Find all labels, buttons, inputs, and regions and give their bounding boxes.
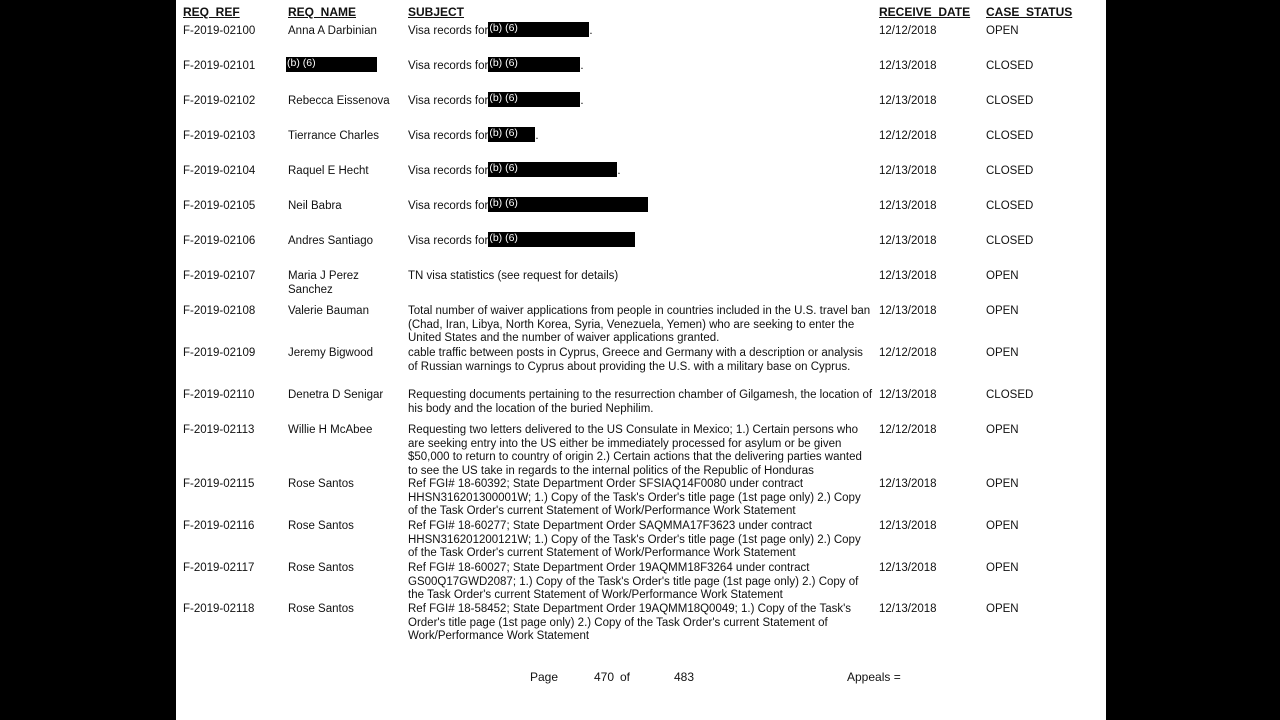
- req-ref: F-2019-02107: [183, 270, 256, 282]
- header-req-ref: REQ_REF: [183, 5, 240, 19]
- header-receive-date: RECEIVE_DATE: [879, 5, 971, 19]
- subject: Total number of waiver applications from people in countries included in the U.S. travel ban (Chad, Iran, Libya, North Korea, Syria, Venezuela, Yemen) who are seeking to enter the United States and the number of waiver applications granted.: [408, 305, 871, 344]
- req-name: Rose Santos: [288, 562, 354, 574]
- case-status: OPEN: [986, 562, 1019, 574]
- subject: [408, 197, 648, 214]
- appeals-label: Appeals =: [847, 670, 901, 684]
- case-status: CLOSED: [986, 235, 1034, 247]
- of-label: of: [620, 670, 631, 684]
- subject: [408, 162, 621, 179]
- subject-text: Visa records for: [408, 165, 489, 177]
- case-status: CLOSED: [986, 165, 1034, 177]
- case-status: OPEN: [986, 424, 1019, 436]
- subject-text: Visa records for: [408, 95, 489, 107]
- req-name: Tierrance Charles: [288, 130, 379, 142]
- req-name: Andres Santiago: [288, 235, 374, 247]
- receive-date: 12/13/2018: [879, 200, 937, 212]
- case-status: CLOSED: [986, 130, 1034, 142]
- redaction-block: (b) (6): [286, 57, 377, 72]
- receive-date: 12/12/2018: [879, 424, 937, 436]
- receive-date: 12/13/2018: [879, 305, 937, 317]
- subject-text: Visa records for: [408, 235, 489, 247]
- req-ref: F-2019-02103: [183, 130, 256, 142]
- req-ref: F-2019-02106: [183, 235, 256, 247]
- subject: [408, 57, 584, 74]
- document-page: [176, 0, 1106, 720]
- case-status: OPEN: [986, 603, 1019, 615]
- subject-text: Visa records for: [408, 25, 489, 37]
- req-ref: F-2019-02105: [183, 200, 256, 212]
- req-name: Raquel E Hecht: [288, 165, 369, 177]
- req-name: Rebecca Eissenova: [288, 95, 390, 107]
- total-pages: 483: [674, 670, 695, 684]
- redaction-block: (b) (6): [488, 197, 648, 212]
- page-label: Page: [530, 670, 559, 684]
- subject: Ref FGI# 18-60027; State Department Order 19AQMM18F3264 under contract GS00Q17GWD2087; 1.) Copy of the Task's Order's title page (1st page only) 2.) Copy of the Task Order's current Statement of Work/Performance Work Statement: [408, 562, 859, 601]
- req-ref: F-2019-02110: [183, 389, 255, 401]
- header-case-status: CASE_STATUS: [986, 5, 1073, 19]
- req-ref: F-2019-02117: [183, 562, 255, 574]
- receive-date: 12/13/2018: [879, 95, 937, 107]
- subject-text: Visa records for: [408, 130, 489, 142]
- req-name: Valerie Bauman: [288, 305, 369, 317]
- redaction-block: (b) (6): [488, 22, 589, 37]
- subject: [408, 22, 593, 39]
- req-name: Jeremy Bigwood: [288, 347, 374, 359]
- header-req-name: REQ_NAME: [288, 5, 357, 19]
- receive-date: 12/13/2018: [879, 478, 937, 490]
- redaction-block: (b) (6): [488, 57, 580, 72]
- case-status: CLOSED: [986, 60, 1034, 72]
- receive-date: 12/13/2018: [879, 60, 937, 72]
- receive-date: 12/13/2018: [879, 520, 937, 532]
- subject: Ref FGI# 18-60392; State Department Order SFSIAQ14F0080 under contract HHSN316201300001W; 1.) Copy of the Task's Order's title page (1st page only) 2.) Copy of the Task Order's current Statement of Work/Performance Work Statement: [408, 478, 861, 517]
- case-status: OPEN: [986, 25, 1019, 37]
- subject: Ref FGI# 18-58452; State Department Order 19AQMM18Q0049; 1.) Copy of the Task's Order's title page (1st page only) 2.) Copy of the Task Order's current Statement of Work/Performance Work Statement: [408, 603, 852, 642]
- req-ref: F-2019-02113: [183, 424, 255, 436]
- subject: Ref FGI# 18-60277; State Department Order SAQMMA17F3623 under contract HHSN316201200121W; 1.) Copy of the Task's Order's title page (1st page only) 2.) Copy of the Task Order's current Statement of Work/Performance Work Statement: [408, 520, 861, 559]
- case-status: OPEN: [986, 347, 1019, 359]
- subject: [408, 127, 539, 144]
- receive-date: 12/13/2018: [879, 270, 937, 282]
- case-status: OPEN: [986, 478, 1019, 490]
- subject: Requesting documents pertaining to the resurrection chamber of Gilgamesh, the location of his body and the location of the buried Nephilim.: [408, 389, 873, 415]
- receive-date: 12/13/2018: [879, 603, 937, 615]
- subject: [408, 232, 635, 249]
- subject: cable traffic between posts in Cyprus, Greece and Germany with a description or analysis of Russian warnings to Cyprus about providing the U.S. with a military base on Cyprus.: [408, 347, 863, 373]
- receive-date: 12/12/2018: [879, 130, 937, 142]
- case-status: CLOSED: [986, 200, 1034, 212]
- page-number: 470: [594, 670, 615, 684]
- subject: [408, 92, 584, 109]
- req-ref: F-2019-02115: [183, 478, 255, 490]
- redaction-block: (b) (6): [488, 162, 617, 177]
- case-status: OPEN: [986, 305, 1019, 317]
- receive-date: 12/13/2018: [879, 389, 937, 401]
- subject-text: Visa records for: [408, 200, 489, 212]
- req-name: Willie H McAbee: [288, 424, 373, 436]
- req-name: Neil Babra: [288, 200, 342, 212]
- req-ref: F-2019-02108: [183, 305, 256, 317]
- receive-date: 12/13/2018: [879, 165, 937, 177]
- receive-date: 12/13/2018: [879, 562, 937, 574]
- req-ref: F-2019-02116: [183, 520, 255, 532]
- subject: TN visa statistics (see request for details): [408, 270, 619, 282]
- redaction-block: (b) (6): [488, 92, 580, 107]
- receive-date: 12/12/2018: [879, 25, 937, 37]
- case-status: OPEN: [986, 520, 1019, 532]
- redaction-block: (b) (6): [488, 127, 535, 142]
- req-ref: F-2019-02101: [183, 60, 256, 72]
- subject-suffix: .: [580, 95, 584, 107]
- req-name: Anna A Darbinian: [288, 25, 377, 37]
- receive-date: 12/13/2018: [879, 235, 937, 247]
- req-ref: F-2019-02118: [183, 603, 255, 615]
- case-status: CLOSED: [986, 95, 1034, 107]
- req-ref: F-2019-02102: [183, 95, 256, 107]
- subject: Requesting two letters delivered to the US Consulate in Mexico; 1.) Certain persons who are seeking entry into the US either be immediately processed for asylum or be given $50,000 to return to country of origin 2.) Certain actions that the delivering parties wanted to see the US take in regards to the internal politics of the Republic of Honduras: [408, 424, 862, 477]
- receive-date: 12/12/2018: [879, 347, 937, 359]
- subject-suffix: .: [535, 130, 539, 142]
- redaction-block: (b) (6): [488, 232, 635, 247]
- subject-suffix: .: [589, 25, 593, 37]
- req-name: Rose Santos: [288, 603, 354, 615]
- req-name: Maria J Perez Sanchez: [288, 270, 359, 296]
- case-status: OPEN: [986, 270, 1019, 282]
- subject-text: Visa records for: [408, 60, 489, 72]
- req-ref: F-2019-02100: [183, 25, 256, 37]
- req-ref: F-2019-02109: [183, 347, 256, 359]
- header-subject: SUBJECT: [408, 5, 465, 19]
- req-name: Denetra D Senigar: [288, 389, 384, 401]
- subject-suffix: .: [617, 165, 621, 177]
- subject-suffix: .: [580, 60, 584, 72]
- case-status: CLOSED: [986, 389, 1034, 401]
- req-name: Rose Santos: [288, 478, 354, 490]
- req-name: Rose Santos: [288, 520, 354, 532]
- req-ref: F-2019-02104: [183, 165, 256, 177]
